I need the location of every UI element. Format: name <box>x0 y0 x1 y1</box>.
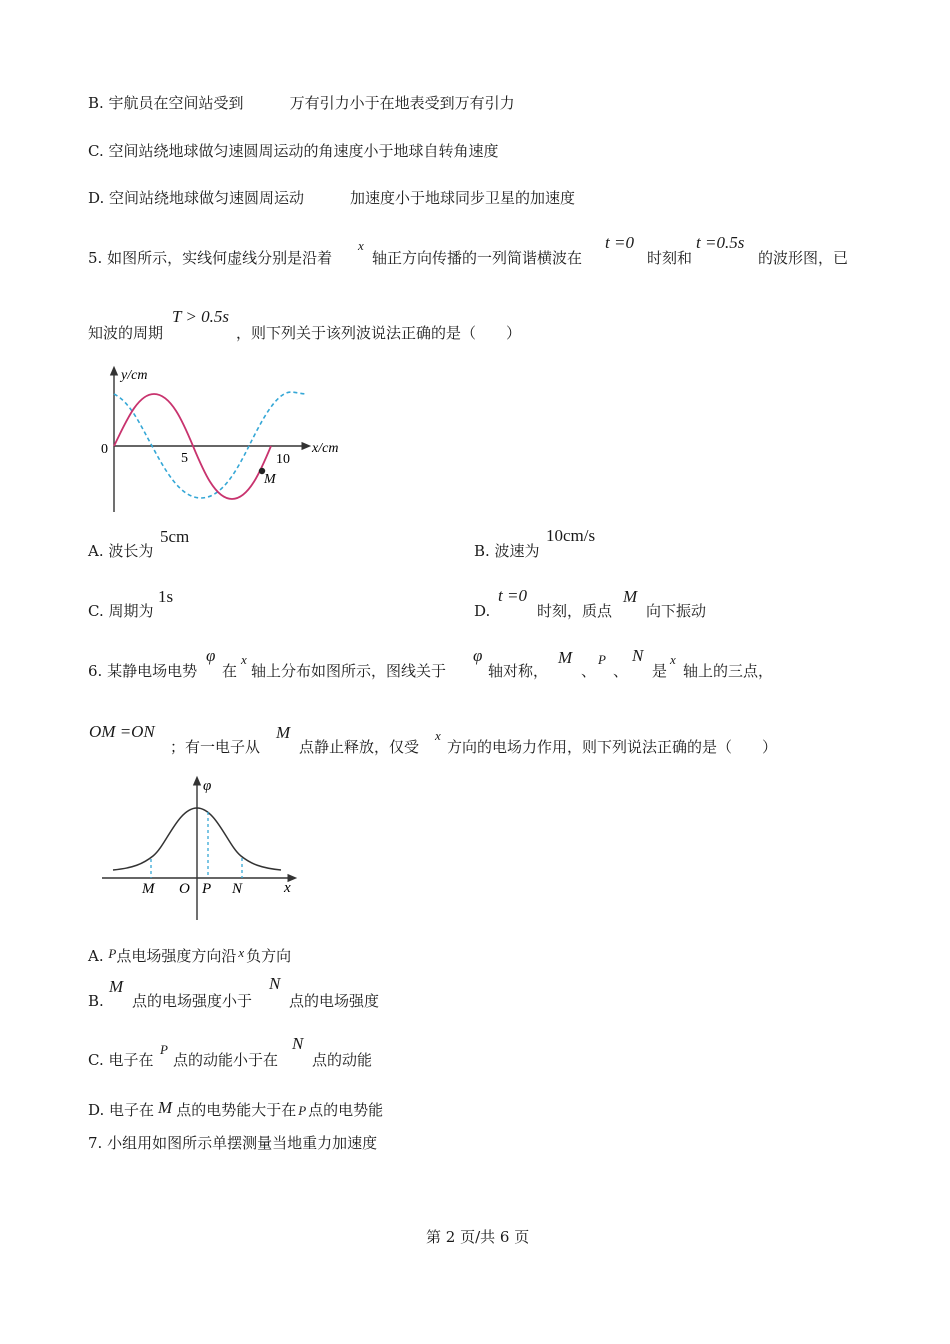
q5-time-05-value: t =0.5s <box>696 233 745 252</box>
q6-var-phi: φ <box>206 646 216 665</box>
q6-var-x: x <box>241 652 247 667</box>
q6-stem-8: 点静止释放，仅受 <box>299 738 420 756</box>
q6-stem-2: 在 <box>222 662 238 680</box>
q6-label-o: O <box>179 881 190 897</box>
q4-option-b-text-1: B. 宇航员在空间站受到 <box>88 94 244 112</box>
q5-time-0 <box>605 233 634 253</box>
q5-stem-4: 的波形图，已 <box>758 249 849 267</box>
q6-option-b-text-1: 点的电场强度小于 <box>132 992 253 1010</box>
q6-option-c-text-3: 点的动能 <box>312 1051 373 1069</box>
q5-time-0-value: t =0 <box>605 233 634 252</box>
q6-om-on: OM =ON <box>89 722 155 741</box>
q6-label-m: M <box>142 881 155 897</box>
q4-option-d-text-1: D. 空间站绕地球做匀速圆周运动 <box>88 189 305 207</box>
q5-wave-graph <box>95 362 355 517</box>
q6-option-d-text-1: D. 电子在 <box>88 1101 155 1119</box>
q6-label-p: P <box>202 881 212 897</box>
q6-stem-6: 轴上的三点， <box>683 662 774 680</box>
q6-option-a-text-2: 负方向 <box>246 947 292 965</box>
q5-stem-1: 5. 如图所示，实线何虚线分别是沿着 <box>88 249 333 267</box>
q6-option-b-n: N <box>269 974 281 993</box>
q6-var-phi-2: φ <box>473 646 483 665</box>
q6-option-b-m: M <box>109 977 124 996</box>
q5-tick-10: 10 <box>276 452 290 467</box>
q5-tick-5: 5 <box>181 451 188 466</box>
q6-var-n: N <box>632 646 644 665</box>
q6-var-x-3: x <box>435 728 441 743</box>
q6-option-c-p: P <box>160 1042 168 1057</box>
q6-stem-4: 轴对称， <box>488 662 549 680</box>
q5-option-d-text-1: 时刻，质点 <box>537 602 613 620</box>
q5-time-05 <box>696 233 744 253</box>
q5-stem-5: 知波的周期 <box>88 324 164 342</box>
q5-y-label: y/cm <box>121 368 148 383</box>
q6-option-b-text-2: 点的电场强度 <box>289 992 380 1010</box>
q5-option-d-text-2: 向下振动 <box>646 602 707 620</box>
q6-sep-2: 、 <box>613 662 629 680</box>
q6-option-a-label: A. <box>88 947 104 965</box>
q5-option-b: B. 波速为 <box>474 542 540 560</box>
q6-option-c-text-1: C. 电子在 <box>88 1051 154 1069</box>
q6-phi-label: φ <box>203 778 212 794</box>
q5-option-d-label: D. <box>474 602 491 620</box>
q6-stem-7: ；有一电子从 <box>170 738 261 756</box>
q6-option-c-text-2: 点的动能小于在 <box>173 1051 279 1069</box>
q5-stem-6: ，则下列关于该列波说法正确的是（ ） <box>236 324 522 342</box>
q6-stem-1: 6. 某静电场电势 <box>88 662 198 680</box>
q4-option-d-text-2: 加速度小于地球同步卫星的加速度 <box>350 189 576 207</box>
q6-label-n: N <box>232 881 243 897</box>
q6-option-a-x: x <box>238 945 245 960</box>
q5-option-d-time: t =0 <box>498 586 527 605</box>
q4-option-c: C. 空间站绕地球做匀速圆周运动的角速度小于地球自转角速度 <box>88 142 499 160</box>
q5-option-b-value: 10cm/s <box>546 526 596 545</box>
q5-option-c-value: 1s <box>158 587 174 606</box>
q5-point-m-label: M <box>264 472 276 487</box>
q5-var-x: x <box>358 238 364 253</box>
q6-x-label: x <box>284 880 291 896</box>
q6-option-d <box>88 1098 383 1121</box>
q4-option-d <box>88 188 575 208</box>
q6-option-d-text-2: 点的电势能大于在 <box>176 1101 297 1119</box>
q5-period <box>172 307 229 327</box>
q6-option-a-p: P <box>108 946 117 961</box>
q5-option-d-m: M <box>623 587 638 606</box>
q6-option-d-p: P <box>298 1103 307 1118</box>
q6-stem-5: 是 <box>652 662 668 680</box>
q5-option-a-value: 5cm <box>160 527 190 546</box>
q7-stem: 7. 小组用如图所示单摆测量当地重力加速度 <box>88 1134 378 1152</box>
q5-period-value: T > 0.5s <box>172 307 229 326</box>
q5-x-label: x/cm <box>312 441 339 456</box>
q6-potential-graph <box>98 772 303 924</box>
q6-var-m: M <box>558 648 573 667</box>
q6-option-b-label: B. <box>88 992 104 1010</box>
q6-sep-1: 、 <box>581 662 597 680</box>
q5-stem-2: 轴正方向传播的一列简谐横波在 <box>372 249 583 267</box>
q4-option-b-text-2: 万有引力小于在地表受到万有引力 <box>289 94 515 112</box>
q6-var-x-2: x <box>670 652 676 667</box>
q6-var-m-2: M <box>276 723 291 742</box>
q6-option-a-text-1: 点电场强度方向沿 <box>116 947 237 965</box>
q6-var-p: P <box>598 652 606 667</box>
q5-option-c: C. 周期为 <box>88 602 154 620</box>
q5-option-a: A. 波长为 <box>88 542 154 560</box>
q6-stem-3: 轴上分布如图所示，图线关于 <box>251 662 447 680</box>
page-number: 第 2 页/共 6 页 <box>426 1228 530 1246</box>
q4-option-b <box>88 93 515 113</box>
q6-stem-9: 方向的电场力作用，则下列说法正确的是（ ） <box>447 738 778 756</box>
q6-option-d-text-3: 点的电势能 <box>308 1101 384 1119</box>
q6-option-d-m: M <box>158 1098 173 1117</box>
q5-origin-label: 0 <box>101 442 108 457</box>
q6-option-a <box>88 943 291 966</box>
q6-option-c-n: N <box>292 1034 304 1053</box>
q5-stem-3: 时刻和 <box>647 249 693 267</box>
